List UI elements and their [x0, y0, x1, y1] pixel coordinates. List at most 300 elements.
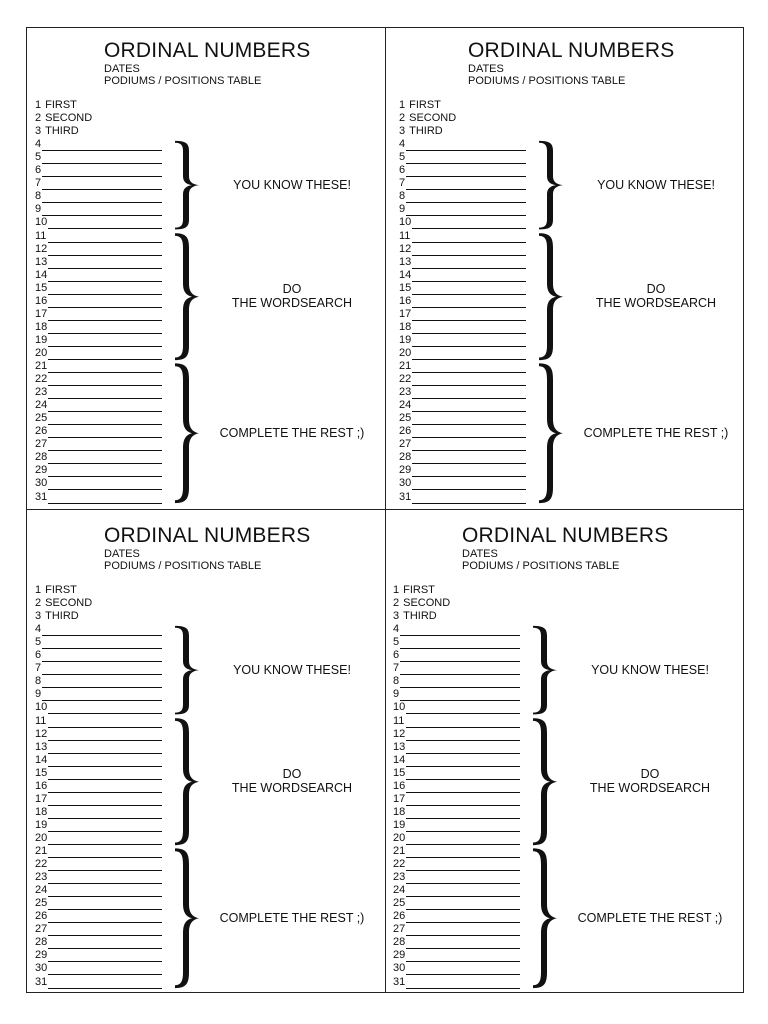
- row-number: 22: [35, 373, 48, 386]
- answer-blank-line[interactable]: [412, 398, 526, 399]
- ordinal-row-example: [399, 125, 443, 138]
- answer-blank-line[interactable]: [48, 450, 162, 451]
- group-label: [565, 663, 735, 677]
- answer-blank-line[interactable]: [48, 988, 162, 989]
- answer-blank-line[interactable]: [406, 883, 520, 884]
- ordinal-row-blank: [35, 373, 47, 386]
- ordinal-row-blank: [393, 636, 399, 649]
- row-number: 14: [35, 268, 48, 281]
- answer-blank-line[interactable]: [412, 359, 526, 360]
- answer-blank-line[interactable]: [48, 857, 162, 858]
- ordinal-row-blank: [35, 662, 41, 675]
- ordinal-row-blank: [399, 347, 411, 360]
- worksheet-card: [385, 512, 743, 992]
- ordinal-row-blank: [393, 715, 404, 728]
- answer-blank-line[interactable]: [406, 988, 520, 989]
- answer-blank-line[interactable]: [48, 896, 162, 897]
- ordinal-row-example: [35, 99, 77, 112]
- answer-blank-line[interactable]: [412, 385, 526, 386]
- answer-blank-line[interactable]: [400, 700, 520, 701]
- subtitle-dates: DATES: [462, 548, 498, 560]
- row-number: 19: [399, 333, 412, 346]
- ordinal-row-blank: [35, 334, 47, 347]
- ordinal-row-example: [35, 610, 79, 623]
- ordinal-row-blank: [35, 871, 47, 884]
- ordinal-row-example: [393, 597, 450, 610]
- row-number: 20: [393, 831, 406, 844]
- row-number: 12: [35, 242, 48, 255]
- answer-blank-line[interactable]: [406, 753, 520, 754]
- row-number: 8: [393, 675, 400, 688]
- row-number: 26: [399, 425, 412, 438]
- row-number: 26: [393, 910, 406, 923]
- row-number: 7: [393, 662, 400, 675]
- answer-blank-line[interactable]: [406, 792, 520, 793]
- worksheet-card: [27, 27, 385, 507]
- ordinal-row-blank: [393, 936, 405, 949]
- ordinal-row-blank: [399, 491, 411, 504]
- row-number: 18: [35, 805, 48, 818]
- row-number: 14: [399, 268, 412, 281]
- answer-blank-line[interactable]: [42, 189, 162, 190]
- answer-blank-line[interactable]: [48, 437, 162, 438]
- answer-blank-line[interactable]: [48, 740, 162, 741]
- ordinal-row-blank: [35, 701, 47, 714]
- answer-blank-line[interactable]: [406, 818, 520, 819]
- row-number: 19: [35, 333, 48, 346]
- row-number: 2: [393, 597, 400, 610]
- answer-blank-line[interactable]: [412, 281, 526, 282]
- ordinal-row-blank: [399, 256, 411, 269]
- ordinal-row-blank: [35, 399, 47, 412]
- ordinal-row-blank: [393, 649, 399, 662]
- answer-blank-line[interactable]: [400, 635, 520, 636]
- answer-blank-line[interactable]: [406, 831, 520, 832]
- row-number: 3: [35, 125, 42, 138]
- answer-blank-line[interactable]: [48, 255, 162, 256]
- row-number: 5: [35, 151, 42, 164]
- subtitle-positions-table: PODIUMS / POSITIONS TABLE: [104, 560, 262, 572]
- group-label: [207, 767, 377, 795]
- answer-blank-line[interactable]: [412, 463, 526, 464]
- ordinal-word: SECOND: [403, 597, 451, 610]
- ordinal-row-blank: [399, 203, 405, 216]
- answer-blank-line[interactable]: [412, 346, 526, 347]
- answer-blank-line[interactable]: [48, 727, 162, 728]
- ordinal-row-blank: [393, 949, 405, 962]
- answer-blank-line[interactable]: [48, 411, 162, 412]
- answer-blank-line[interactable]: [48, 818, 162, 819]
- row-number: 21: [393, 845, 406, 857]
- answer-blank-line[interactable]: [48, 831, 162, 832]
- answer-blank-line[interactable]: [406, 844, 520, 845]
- answer-blank-line[interactable]: [42, 163, 162, 164]
- answer-blank-line[interactable]: [400, 661, 520, 662]
- answer-blank-line[interactable]: [48, 281, 162, 282]
- answer-blank-line[interactable]: [412, 307, 526, 308]
- ordinal-row-blank: [393, 728, 405, 741]
- ordinal-row-blank: [35, 675, 41, 688]
- answer-blank-line[interactable]: [400, 648, 520, 649]
- row-number: 13: [393, 740, 406, 753]
- ordinal-word: SECOND: [45, 597, 93, 610]
- answer-blank-line[interactable]: [48, 333, 162, 334]
- answer-blank-line[interactable]: [412, 503, 526, 504]
- answer-blank-line[interactable]: [406, 896, 520, 897]
- ordinal-row-blank: [35, 936, 47, 949]
- row-number: 24: [393, 884, 406, 897]
- ordinal-row-blank: [35, 216, 47, 229]
- ordinal-row-blank: [35, 347, 47, 360]
- row-number: 24: [35, 399, 48, 412]
- row-number: 28: [35, 451, 48, 464]
- row-number: 11: [393, 714, 405, 727]
- row-number: 8: [35, 675, 42, 688]
- ordinal-row-blank: [393, 923, 405, 936]
- answer-blank-line[interactable]: [42, 176, 162, 177]
- ordinal-word: THIRD: [409, 125, 443, 138]
- answer-blank-line[interactable]: [406, 189, 526, 190]
- ordinal-row-blank: [35, 177, 41, 190]
- ordinal-row-example: [393, 584, 435, 597]
- ordinal-row-blank: [393, 688, 399, 701]
- ordinal-word: THIRD: [403, 610, 437, 623]
- ordinal-row-blank: [35, 477, 47, 490]
- ordinal-row-blank: [35, 845, 47, 858]
- group-label: [571, 282, 741, 310]
- row-number: 7: [35, 177, 42, 190]
- row-number: 25: [393, 897, 406, 910]
- row-number: 10: [393, 701, 406, 714]
- ordinal-row-blank: [35, 190, 41, 203]
- answer-blank-line[interactable]: [48, 909, 162, 910]
- row-number: 1: [35, 99, 42, 111]
- answer-blank-line[interactable]: [412, 411, 526, 412]
- answer-blank-line[interactable]: [48, 844, 162, 845]
- answer-blank-line[interactable]: [400, 687, 520, 688]
- row-number: 17: [399, 307, 412, 320]
- ordinal-row-blank: [399, 269, 411, 282]
- ordinal-row-blank: [393, 858, 405, 871]
- curly-brace-icon: [172, 362, 202, 510]
- row-number: 20: [35, 346, 48, 359]
- answer-blank-line[interactable]: [412, 255, 526, 256]
- answer-blank-line[interactable]: [48, 948, 162, 949]
- group-label: [571, 178, 741, 192]
- row-number: 12: [35, 727, 48, 740]
- answer-blank-line[interactable]: [412, 333, 526, 334]
- ordinal-row-blank: [393, 819, 405, 832]
- curly-brace-icon: [530, 717, 560, 851]
- card-title: ORDINAL NUMBERS: [468, 39, 675, 62]
- answer-blank-line[interactable]: [48, 489, 162, 490]
- ordinal-row-blank: [399, 282, 411, 295]
- subtitle-positions-table: PODIUMS / POSITIONS TABLE: [462, 560, 620, 572]
- row-number: 22: [399, 373, 412, 386]
- row-number: 26: [35, 910, 48, 923]
- ordinal-row-blank: [399, 138, 405, 151]
- row-number: 15: [393, 766, 406, 779]
- answer-blank-line[interactable]: [48, 935, 162, 936]
- group-label-line: COMPLETE THE REST ;): [577, 911, 723, 926]
- answer-blank-line[interactable]: [48, 294, 162, 295]
- answer-blank-line[interactable]: [412, 476, 526, 477]
- row-number: 13: [35, 255, 48, 268]
- row-number: 29: [393, 949, 406, 962]
- ordinal-row-blank: [35, 451, 47, 464]
- answer-blank-line[interactable]: [412, 437, 526, 438]
- answer-blank-line[interactable]: [412, 294, 526, 295]
- ordinal-row-blank: [35, 308, 47, 321]
- answer-blank-line[interactable]: [48, 503, 162, 504]
- ordinal-word: SECOND: [409, 112, 457, 125]
- row-number: 18: [393, 805, 406, 818]
- ordinal-row-blank: [35, 243, 47, 256]
- answer-blank-line[interactable]: [406, 935, 520, 936]
- answer-blank-line[interactable]: [42, 648, 162, 649]
- answer-blank-line[interactable]: [48, 359, 162, 360]
- row-number: 23: [399, 386, 412, 399]
- answer-blank-line[interactable]: [406, 215, 526, 216]
- row-number: 22: [393, 858, 406, 871]
- ordinal-row-blank: [35, 976, 47, 989]
- row-number: 29: [35, 464, 48, 477]
- row-number: 17: [393, 792, 406, 805]
- ordinal-row-blank: [393, 806, 405, 819]
- answer-blank-line[interactable]: [42, 700, 162, 701]
- row-number: 8: [399, 190, 406, 203]
- ordinal-row-blank: [399, 399, 411, 412]
- answer-blank-line[interactable]: [48, 372, 162, 373]
- ordinal-row-blank: [399, 451, 411, 464]
- answer-blank-line[interactable]: [412, 489, 526, 490]
- answer-blank-line[interactable]: [48, 385, 162, 386]
- answer-blank-line[interactable]: [48, 424, 162, 425]
- row-number: 24: [35, 884, 48, 897]
- answer-blank-line[interactable]: [42, 661, 162, 662]
- ordinal-row-blank: [399, 295, 411, 308]
- card-title: ORDINAL NUMBERS: [104, 524, 311, 547]
- ordinal-row-blank: [35, 425, 47, 438]
- answer-blank-line[interactable]: [406, 727, 520, 728]
- row-number: 10: [399, 216, 412, 229]
- ordinal-row-blank: [35, 464, 47, 477]
- answer-blank-line[interactable]: [48, 228, 162, 229]
- answer-blank-line[interactable]: [48, 307, 162, 308]
- answer-blank-line[interactable]: [400, 674, 520, 675]
- ordinal-row-blank: [35, 636, 41, 649]
- ordinal-row-blank: [35, 897, 47, 910]
- row-number: 2: [399, 112, 406, 125]
- answer-blank-line[interactable]: [412, 450, 526, 451]
- row-number: 11: [35, 714, 47, 727]
- ordinal-row-blank: [35, 412, 47, 425]
- ordinal-row-blank: [35, 360, 47, 373]
- row-number: 30: [35, 962, 48, 975]
- group-label-line: YOU KNOW THESE!: [597, 178, 715, 193]
- answer-blank-line[interactable]: [412, 424, 526, 425]
- answer-blank-line[interactable]: [42, 674, 162, 675]
- answer-blank-line[interactable]: [48, 974, 162, 975]
- group-label-line: YOU KNOW THESE!: [233, 178, 351, 193]
- answer-blank-line[interactable]: [48, 922, 162, 923]
- row-number: 24: [399, 399, 412, 412]
- curly-brace-icon: [172, 847, 202, 995]
- answer-blank-line[interactable]: [406, 922, 520, 923]
- answer-blank-line[interactable]: [48, 320, 162, 321]
- row-number: 6: [399, 164, 406, 177]
- ordinal-row-blank: [399, 216, 411, 229]
- answer-blank-line[interactable]: [406, 713, 520, 714]
- ordinal-row-blank: [399, 334, 411, 347]
- group-label: [207, 911, 377, 925]
- row-number: 9: [393, 688, 400, 701]
- answer-blank-line[interactable]: [42, 215, 162, 216]
- group-label: [207, 178, 377, 192]
- ordinal-row-blank: [35, 491, 47, 504]
- row-number: 14: [393, 753, 406, 766]
- ordinal-row-blank: [35, 767, 47, 780]
- answer-blank-line[interactable]: [42, 150, 162, 151]
- row-number: 31: [399, 490, 412, 503]
- answer-blank-line[interactable]: [48, 961, 162, 962]
- ordinal-row-blank: [393, 701, 405, 714]
- row-number: 30: [35, 477, 48, 490]
- ordinal-row-blank: [399, 164, 405, 177]
- row-number: 5: [399, 151, 406, 164]
- row-number: 2: [35, 597, 42, 610]
- answer-blank-line[interactable]: [406, 163, 526, 164]
- ordinal-row-blank: [35, 256, 47, 269]
- answer-blank-line[interactable]: [48, 870, 162, 871]
- answer-blank-line[interactable]: [406, 948, 520, 949]
- answer-blank-line[interactable]: [412, 372, 526, 373]
- answer-blank-line[interactable]: [406, 766, 520, 767]
- ordinal-row-blank: [35, 203, 41, 216]
- answer-blank-line[interactable]: [42, 202, 162, 203]
- ordinal-row-blank: [393, 767, 405, 780]
- ordinal-word: FIRST: [45, 584, 77, 596]
- row-number: 23: [35, 871, 48, 884]
- group-label: [571, 426, 741, 440]
- group-label: [207, 426, 377, 440]
- row-number: 11: [35, 229, 47, 242]
- answer-blank-line[interactable]: [48, 753, 162, 754]
- answer-blank-line[interactable]: [406, 974, 520, 975]
- group-label-line: THE WORDSEARCH: [231, 296, 353, 311]
- row-number: 17: [35, 792, 48, 805]
- horizontal-divider: [26, 509, 744, 510]
- subtitle-dates: DATES: [104, 548, 140, 560]
- answer-blank-line[interactable]: [406, 909, 520, 910]
- group-label-line: DO: [646, 282, 666, 297]
- row-number: 7: [35, 662, 42, 675]
- row-number: 16: [35, 294, 48, 307]
- ordinal-row-blank: [393, 793, 405, 806]
- answer-blank-line[interactable]: [48, 779, 162, 780]
- ordinal-row-blank: [35, 793, 47, 806]
- answer-blank-line[interactable]: [406, 202, 526, 203]
- row-number: 3: [393, 610, 400, 623]
- row-number: 2: [35, 112, 42, 125]
- answer-blank-line[interactable]: [48, 476, 162, 477]
- ordinal-row-blank: [393, 780, 405, 793]
- ordinal-row-blank: [393, 741, 405, 754]
- ordinal-row-blank: [399, 425, 411, 438]
- ordinal-row-blank: [35, 295, 47, 308]
- group-label-line: THE WORDSEARCH: [595, 296, 717, 311]
- answer-blank-line[interactable]: [412, 268, 526, 269]
- row-number: 13: [35, 740, 48, 753]
- row-number: 29: [399, 464, 412, 477]
- answer-blank-line[interactable]: [406, 961, 520, 962]
- ordinal-row-blank: [35, 649, 41, 662]
- ordinal-row-blank: [393, 871, 405, 884]
- answer-blank-line[interactable]: [48, 346, 162, 347]
- answer-blank-line[interactable]: [48, 463, 162, 464]
- ordinal-row-blank: [35, 282, 47, 295]
- row-number: 10: [35, 701, 48, 714]
- row-number: 18: [35, 320, 48, 333]
- ordinal-row-blank: [35, 688, 41, 701]
- row-number: 13: [399, 255, 412, 268]
- row-number: 9: [399, 203, 406, 216]
- answer-blank-line[interactable]: [406, 150, 526, 151]
- row-number: 21: [399, 360, 412, 372]
- answer-blank-line[interactable]: [412, 228, 526, 229]
- ordinal-row-blank: [35, 780, 47, 793]
- ordinal-row-blank: [35, 741, 47, 754]
- ordinal-row-blank: [399, 386, 411, 399]
- answer-blank-line[interactable]: [406, 870, 520, 871]
- ordinal-row-blank: [399, 464, 411, 477]
- ordinal-row-blank: [35, 858, 47, 871]
- answer-blank-line[interactable]: [48, 766, 162, 767]
- answer-blank-line[interactable]: [48, 805, 162, 806]
- answer-blank-line[interactable]: [48, 242, 162, 243]
- group-label-line: YOU KNOW THESE!: [591, 663, 709, 678]
- answer-blank-line[interactable]: [48, 792, 162, 793]
- answer-blank-line[interactable]: [412, 320, 526, 321]
- answer-blank-line[interactable]: [48, 883, 162, 884]
- ordinal-row-blank: [35, 754, 47, 767]
- row-number: 27: [35, 923, 48, 936]
- ordinal-row-blank: [35, 164, 41, 177]
- row-number: 16: [35, 779, 48, 792]
- answer-blank-line[interactable]: [406, 857, 520, 858]
- group-label: [207, 663, 377, 677]
- answer-blank-line[interactable]: [412, 242, 526, 243]
- answer-blank-line[interactable]: [48, 713, 162, 714]
- answer-blank-line[interactable]: [42, 635, 162, 636]
- ordinal-row-example: [35, 112, 92, 125]
- answer-blank-line[interactable]: [406, 740, 520, 741]
- ordinal-row-blank: [393, 897, 405, 910]
- row-number: 4: [393, 623, 400, 636]
- group-label: [565, 767, 735, 795]
- answer-blank-line[interactable]: [48, 268, 162, 269]
- answer-blank-line[interactable]: [48, 398, 162, 399]
- answer-blank-line[interactable]: [42, 687, 162, 688]
- answer-blank-line[interactable]: [406, 176, 526, 177]
- ordinal-row-blank: [35, 321, 47, 334]
- answer-blank-line[interactable]: [406, 779, 520, 780]
- ordinal-word: FIRST: [45, 99, 77, 111]
- ordinal-row-blank: [35, 151, 41, 164]
- answer-blank-line[interactable]: [406, 805, 520, 806]
- group-label-line: COMPLETE THE REST ;): [219, 426, 365, 441]
- ordinal-row-blank: [35, 230, 46, 243]
